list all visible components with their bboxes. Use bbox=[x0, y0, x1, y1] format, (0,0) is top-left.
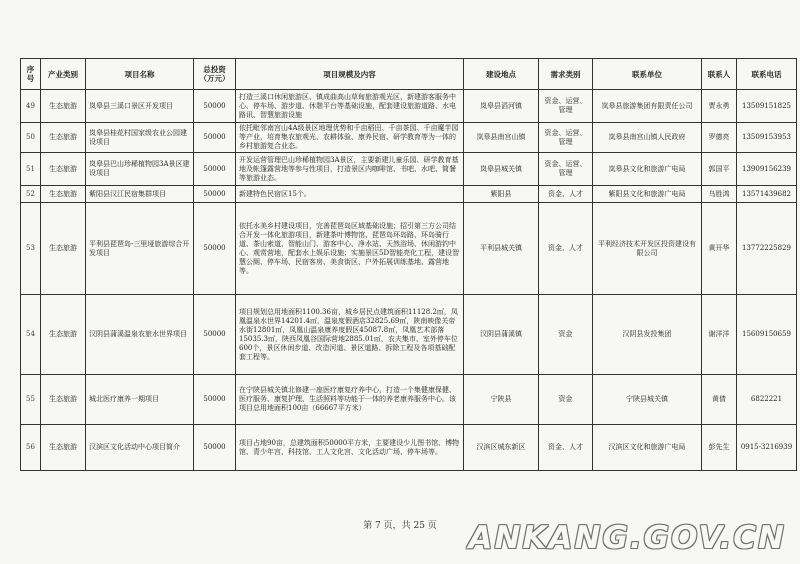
cell-unit: 汉阴县发投集团 bbox=[593, 295, 702, 375]
cell-name: 紫阳县汉江民宿集群项目 bbox=[86, 186, 194, 203]
cell-investment: 50000 bbox=[194, 153, 236, 186]
cell-contact: 郭国平 bbox=[702, 153, 737, 186]
cell-contact: 彭先生 bbox=[702, 425, 737, 471]
cell-location: 平利县城关镇 bbox=[464, 203, 539, 295]
cell-phone: 13509151825 bbox=[737, 90, 797, 123]
cell-content: 开发运营管理巴山珍稀植物园3A景区，主要新建儿童乐园、研学教育基地及帐篷露营地等参与性项目，打造景区内咖啡馆、书吧、水吧、简餐等旅游业态。 bbox=[236, 153, 464, 186]
header-contact: 联系人 bbox=[702, 59, 737, 90]
cell-investment: 50000 bbox=[194, 295, 236, 375]
cell-unit: 岚皋县文化和旅游广电局 bbox=[593, 153, 702, 186]
cell-category: 生态旅游 bbox=[41, 186, 86, 203]
cell-name: 岚皋县巴山珍稀植物园3A景区建设项目 bbox=[86, 153, 194, 186]
cell-investment: 50000 bbox=[194, 375, 236, 425]
cell-unit: 宁陕县城关镇 bbox=[593, 375, 702, 425]
header-no: 序号 bbox=[21, 59, 41, 90]
cell-demand: 资金、运营、管理 bbox=[539, 153, 593, 186]
cell-category: 生态旅游 bbox=[41, 90, 86, 123]
cell-no: 50 bbox=[21, 123, 41, 153]
header-name: 项目名称 bbox=[86, 59, 194, 90]
cell-content: 新建特色民宿区15个。 bbox=[236, 186, 464, 203]
table-row bbox=[21, 90, 797, 123]
table-body bbox=[21, 90, 797, 471]
cell-demand: 资金 bbox=[539, 295, 593, 375]
cell-content: 项目规划总用地面积1100.36亩，城乡居民点建筑面积11128.2㎡，凤凰温泉水世界14201.4㎡，温泉度假酒店32825.69㎡，陕南映像关帝水街12801㎡，凤凰山温泉康养度假区45087.8㎡，凤凰艺术部落15035.3㎡，陕西凤凰谷国际营地2885.01㎡，农夫集市、室外停车位600个，景区休闲步道、改造河道、景区道路、拆除工程及各项基础配套工程等。 bbox=[236, 295, 464, 375]
cell-demand: 资金、运营、管理 bbox=[539, 123, 593, 153]
cell-no: 52 bbox=[21, 186, 41, 203]
cell-content: 在宁陕县城关镇北修建一座医疗康复疗养中心，打造一个集健康保健、医疗服务、康复护理、生活照料等功能于一体的养老康养服务中心。该项目总用地面积100亩（66667平方米） bbox=[236, 375, 464, 425]
cell-no: 54 bbox=[21, 295, 41, 375]
cell-category: 生态旅游 bbox=[41, 375, 86, 425]
cell-demand: 资金 bbox=[539, 375, 593, 425]
table-row bbox=[21, 295, 797, 375]
cell-phone: 15609150659 bbox=[737, 295, 797, 375]
cell-unit: 岚皋县南宫山镇人民政府 bbox=[593, 123, 702, 153]
cell-name: 岚皋县三溪口景区开发项目 bbox=[86, 90, 194, 123]
cell-no: 49 bbox=[21, 90, 41, 123]
cell-location: 紫阳县 bbox=[464, 186, 539, 203]
table-header-row bbox=[21, 59, 797, 90]
cell-investment: 50000 bbox=[194, 90, 236, 123]
cell-phone: 13571439682 bbox=[737, 186, 797, 203]
cell-location: 汉阴县蒲溪镇 bbox=[464, 295, 539, 375]
cell-contact: 罗德亮 bbox=[702, 123, 737, 153]
header-investment: 总投资（万元） bbox=[194, 59, 236, 90]
table-row bbox=[21, 375, 797, 425]
header-category: 产业类别 bbox=[41, 59, 86, 90]
cell-category: 生态旅游 bbox=[41, 425, 86, 471]
cell-demand: 资金、人才 bbox=[539, 425, 593, 471]
cell-content: 依托水美乡村建设项目，完善琵琶岛区域基础设施；招引第三方公司结合开发一体化旅游项目，新建茶叶博物馆、琵琶岛环岛路、环岛骑行道、茶山索道、智能山门、游客中心、净水站、天然浴场、休闲游钓中心、观赏营地，配套水上娱乐设施；实施景区5D智能亮化工程，建设智慧公厕、停车场、民宿客房、美食街区、户外拓展训练基地、露营地等。 bbox=[236, 203, 464, 295]
cell-category: 生态旅游 bbox=[41, 153, 86, 186]
cell-content: 打造三溪口休闲旅游区、镇成曲高山草甸旅游观光区，新建游客服务中心、停车场、游步道、休憩平台等基础设施，配套建设旅游道路、水电路讯、智慧旅游设施 bbox=[236, 90, 464, 123]
cell-no: 53 bbox=[21, 203, 41, 295]
cell-contact: 乌胜鸿 bbox=[702, 186, 737, 203]
cell-unit: 岚皋县旅游集团有限责任公司 bbox=[593, 90, 702, 123]
cell-location: 汉滨区城东新区 bbox=[464, 425, 539, 471]
cell-location: 宁陕县 bbox=[464, 375, 539, 425]
cell-phone: 0915-3216939 bbox=[737, 425, 797, 471]
cell-investment: 50000 bbox=[194, 203, 236, 295]
cell-location: 岚皋县滔河镇 bbox=[464, 90, 539, 123]
page-number: 第 7 页，共 25 页 bbox=[363, 521, 437, 531]
cell-no: 51 bbox=[21, 153, 41, 186]
header-content: 项目规模及内容 bbox=[236, 59, 464, 90]
cell-phone: 13909156239 bbox=[737, 153, 797, 186]
cell-name: 平利县琵琶岛-三里垭旅游综合开发项目 bbox=[86, 203, 194, 295]
table-row bbox=[21, 153, 797, 186]
cell-demand: 资金、运营、管理 bbox=[539, 90, 593, 123]
cell-phone: 13509153953 bbox=[737, 123, 797, 153]
header-location: 建设地点 bbox=[464, 59, 539, 90]
cell-location: 岚皋县城关镇 bbox=[464, 153, 539, 186]
header-demand: 需求类别 bbox=[539, 59, 593, 90]
cell-category: 生态旅游 bbox=[41, 123, 86, 153]
project-table bbox=[20, 58, 797, 471]
cell-name: 城北医疗康养一期项目 bbox=[86, 375, 194, 425]
cell-contact: 黄倩 bbox=[702, 375, 737, 425]
table-row bbox=[21, 425, 797, 471]
header-phone: 联系电话 bbox=[737, 59, 797, 90]
cell-demand: 资金、人才 bbox=[539, 186, 593, 203]
table-row bbox=[21, 123, 797, 153]
cell-unit: 紫阳县文化和旅游广电局 bbox=[593, 186, 702, 203]
cell-contact: 谢洋洋 bbox=[702, 295, 737, 375]
site-watermark: ANKANG.GOV.CN bbox=[468, 520, 786, 556]
cell-investment: 50000 bbox=[194, 186, 236, 203]
cell-phone: 6822221 bbox=[737, 375, 797, 425]
cell-content: 依托毗邻南宫山4A级景区地理优势和千亩稻田、千亩茶园、千亩魔芋园等产业，培育集农旅观光、农耕体验、康养民宿、研学教育等为一体的乡村旅游复合业态。 bbox=[236, 123, 464, 153]
header-unit: 联系单位 bbox=[593, 59, 702, 90]
cell-content: 项目占地90亩，总建筑面积50000平方米，主要建设少儿图书馆、博物馆、青少年宫、科技馆、工人文化宫、文化活动广场、停车场等。 bbox=[236, 425, 464, 471]
cell-investment: 50000 bbox=[194, 123, 236, 153]
cell-no: 55 bbox=[21, 375, 41, 425]
cell-name: 汉滨区文化活动中心项目简介 bbox=[86, 425, 194, 471]
table-row bbox=[21, 203, 797, 295]
cell-category: 生态旅游 bbox=[41, 295, 86, 375]
cell-no: 56 bbox=[21, 425, 41, 471]
cell-phone: 13772225829 bbox=[737, 203, 797, 295]
cell-investment: 50000 bbox=[194, 425, 236, 471]
cell-demand: 资金、人才 bbox=[539, 203, 593, 295]
table-row bbox=[21, 186, 797, 203]
cell-name: 岚皋县桂花村国家级农业公园建设项目 bbox=[86, 123, 194, 153]
cell-contact: 黄开华 bbox=[702, 203, 737, 295]
cell-category: 生态旅游 bbox=[41, 203, 86, 295]
cell-unit: 平利经济技术开发区投资建设有限公司 bbox=[593, 203, 702, 295]
cell-name: 汉阴县蒲溪温泉农旅水世界项目 bbox=[86, 295, 194, 375]
cell-unit: 汉滨区文化和旅游广电局 bbox=[593, 425, 702, 471]
cell-location: 岚皋县南宫山镇 bbox=[464, 123, 539, 153]
cell-contact: 贾永勇 bbox=[702, 90, 737, 123]
